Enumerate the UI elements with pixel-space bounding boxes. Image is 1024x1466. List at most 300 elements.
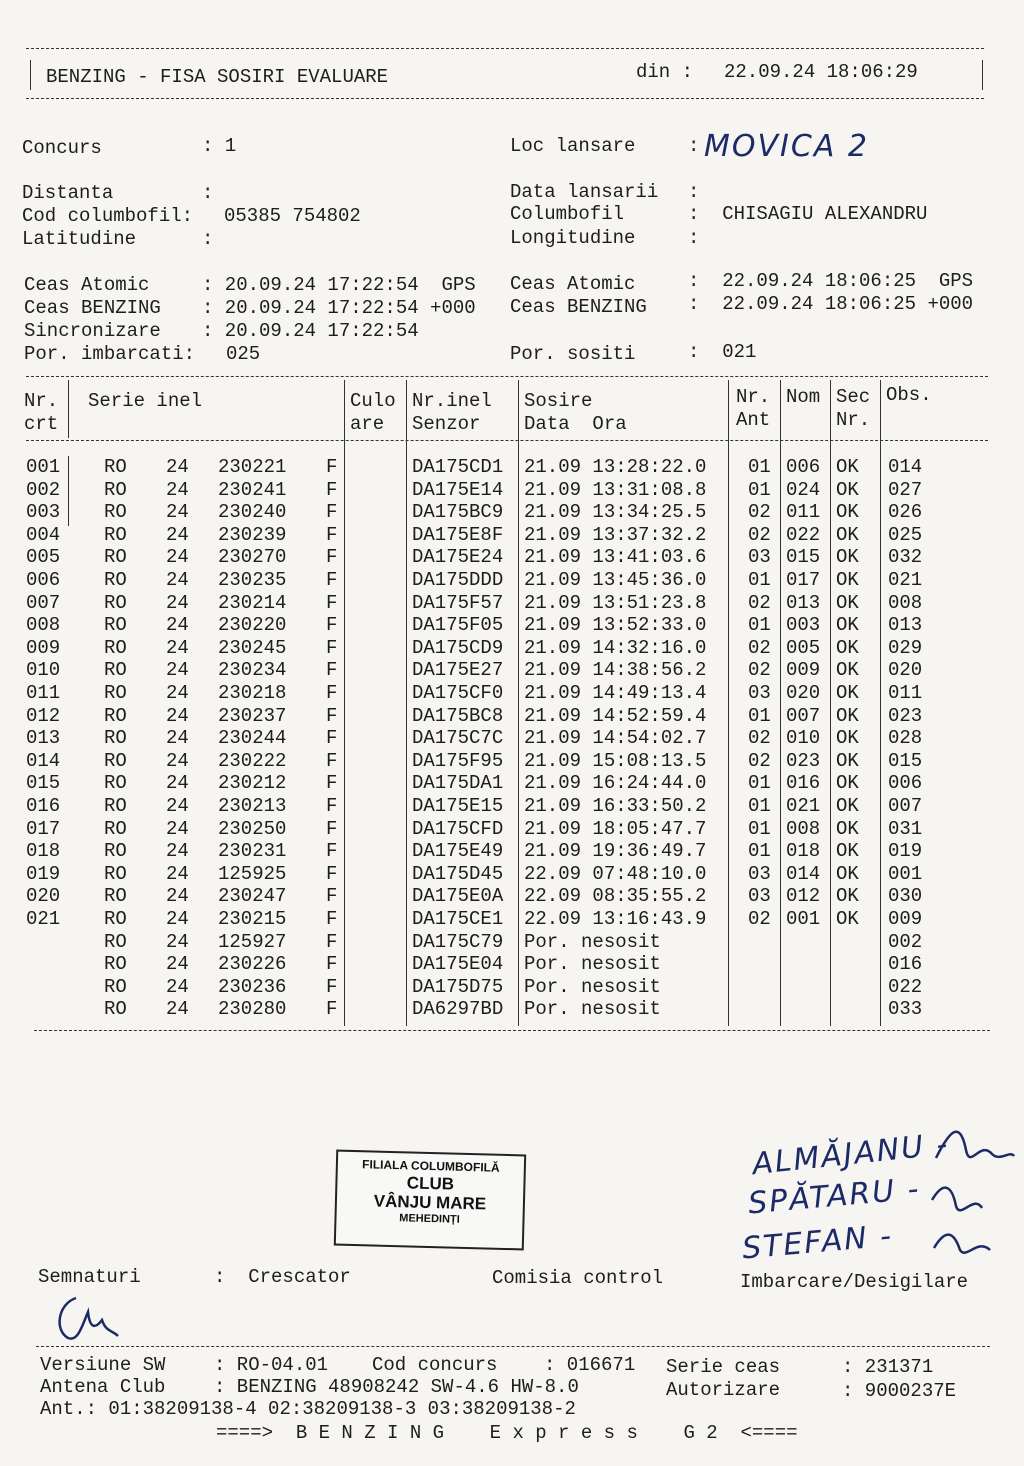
cell-sensor: DA175C7C bbox=[412, 727, 504, 750]
cell-nr-crt: 020 bbox=[26, 885, 61, 908]
cell-nom: 021 bbox=[786, 795, 821, 817]
imbarcati-label: Por. imbarcati: bbox=[24, 343, 196, 365]
cell-ring-number: 230222 bbox=[218, 749, 287, 772]
cell-nr-crt: 013 bbox=[26, 727, 61, 750]
cell-security: OK bbox=[836, 840, 859, 863]
cell-sex: F bbox=[326, 546, 338, 569]
data-lansarii-label: Data lansarii bbox=[510, 181, 659, 203]
th-obs: Obs. bbox=[886, 384, 932, 406]
cell-security: OK bbox=[836, 659, 859, 682]
cell-arrival: 22.09 08:35:55.2 bbox=[524, 885, 707, 908]
th-sosire-2: Data Ora bbox=[524, 413, 627, 435]
serie-ceas-value: : 231371 bbox=[842, 1356, 934, 1378]
cell-country: RO bbox=[104, 795, 127, 817]
cell-security: OK bbox=[836, 862, 859, 885]
data-lansarii-value: : bbox=[688, 181, 700, 203]
cell-obs: 023 bbox=[888, 704, 923, 727]
cell-sensor: DA175CD9 bbox=[412, 636, 504, 659]
cell-nr-crt: 017 bbox=[26, 817, 61, 840]
cell-arrival: Por. nesosit bbox=[524, 975, 661, 998]
cell-year: 24 bbox=[166, 727, 189, 750]
cell-ring-number: 125925 bbox=[218, 862, 287, 885]
cell-country: RO bbox=[104, 569, 127, 591]
cell-arrival: 21.09 14:38:56.2 bbox=[524, 659, 707, 682]
cell-sex: F bbox=[326, 636, 338, 659]
cell-year: 24 bbox=[166, 749, 189, 772]
table-row bbox=[0, 523, 1024, 548]
cell-antenna: 03 bbox=[748, 885, 771, 908]
cell-obs: 016 bbox=[888, 953, 923, 976]
cell-ring-number: 230220 bbox=[218, 614, 287, 637]
cell-nom: 011 bbox=[786, 501, 821, 524]
cell-obs: 006 bbox=[888, 772, 923, 795]
cell-antenna: 01 bbox=[748, 817, 771, 840]
cell-year: 24 bbox=[166, 456, 189, 478]
loc-lansare-label: Loc lansare bbox=[510, 135, 636, 157]
cell-country: RO bbox=[104, 546, 127, 569]
cell-obs: 027 bbox=[888, 478, 923, 501]
cell-nom: 023 bbox=[786, 749, 821, 772]
cell-arrival: 21.09 14:52:59.4 bbox=[524, 704, 707, 727]
th-nr-crt-1: Nr. bbox=[24, 390, 59, 412]
cell-arrival: Por. nesosit bbox=[524, 998, 661, 1021]
concurs-value: : 1 bbox=[202, 135, 237, 157]
cell-security: OK bbox=[836, 614, 859, 637]
left-atomic-label: Ceas Atomic bbox=[24, 274, 150, 296]
cell-arrival: Por. nesosit bbox=[524, 930, 661, 953]
cell-year: 24 bbox=[166, 975, 189, 998]
cell-arrival: 21.09 13:34:25.5 bbox=[524, 501, 707, 524]
cell-sensor: DA175BC9 bbox=[412, 501, 504, 524]
cell-antenna: 01 bbox=[748, 478, 771, 501]
cell-nr-crt: 021 bbox=[26, 908, 61, 930]
cell-obs: 030 bbox=[888, 885, 923, 908]
cell-country: RO bbox=[104, 591, 127, 614]
cell-sensor: DA175CF0 bbox=[412, 682, 504, 704]
latitudine-value: : bbox=[202, 228, 214, 250]
sincronizare-value: : 20.09.24 17:22:54 bbox=[202, 320, 419, 342]
cell-antenna: 02 bbox=[748, 636, 771, 659]
cell-ring-number: 230247 bbox=[218, 885, 287, 908]
cell-arrival: 21.09 13:51:23.8 bbox=[524, 591, 707, 614]
cell-arrival: 21.09 13:41:03.6 bbox=[524, 546, 707, 569]
header-bottom-rule bbox=[26, 98, 984, 99]
cell-sex: F bbox=[326, 591, 338, 614]
cell-sex: F bbox=[326, 772, 338, 795]
cell-nr-crt: 011 bbox=[26, 682, 61, 704]
cell-sensor: DA175F57 bbox=[412, 591, 504, 614]
cell-ring-number: 230245 bbox=[218, 636, 287, 659]
date-label: din : bbox=[636, 61, 694, 83]
stamp-line-1: FILIALA COLUMBOFILĂ bbox=[361, 1157, 500, 1175]
cell-sensor: DA175E24 bbox=[412, 546, 504, 569]
cell-sensor: DA175C79 bbox=[412, 930, 504, 953]
autorizare-label: Autorizare bbox=[666, 1379, 781, 1401]
stamp-line-2: CLUB bbox=[406, 1173, 455, 1194]
cell-ring-number: 230221 bbox=[218, 456, 287, 478]
cell-sensor: DA175E8F bbox=[412, 523, 504, 546]
th-culoare-2: are bbox=[350, 413, 385, 435]
th-sec-1: Sec bbox=[836, 386, 871, 408]
cell-year: 24 bbox=[166, 772, 189, 795]
cell-antenna: 03 bbox=[748, 682, 771, 704]
handwritten-name-2: SPĂTARU - bbox=[746, 1171, 922, 1222]
right-atomic-value: : 22.09.24 18:06:25 GPS bbox=[688, 270, 974, 292]
cell-ring-number: 230250 bbox=[218, 817, 287, 840]
loc-lansare-value: MOVICA 2 bbox=[704, 129, 869, 164]
cell-nr-crt: 014 bbox=[26, 749, 61, 772]
cell-obs: 022 bbox=[888, 975, 923, 998]
cell-nom: 008 bbox=[786, 817, 821, 840]
cell-nom: 018 bbox=[786, 840, 821, 863]
handwritten-initials-icon bbox=[930, 1110, 1020, 1260]
cell-ring-number: 230235 bbox=[218, 569, 287, 591]
comisia-label: Comisia control bbox=[492, 1267, 664, 1289]
table-row bbox=[0, 817, 1024, 842]
cell-obs: 009 bbox=[888, 908, 923, 930]
cell-sex: F bbox=[326, 569, 338, 591]
autorizare-value: : 9000237E bbox=[842, 1380, 957, 1402]
cell-year: 24 bbox=[166, 659, 189, 682]
cell-country: RO bbox=[104, 885, 127, 908]
cell-obs: 025 bbox=[888, 523, 923, 546]
cell-year: 24 bbox=[166, 862, 189, 885]
cell-obs: 013 bbox=[888, 614, 923, 637]
cell-ring-number: 125927 bbox=[218, 930, 287, 953]
cell-antenna: 02 bbox=[748, 501, 771, 524]
cell-year: 24 bbox=[166, 704, 189, 727]
cell-year: 24 bbox=[166, 569, 189, 591]
handwritten-name-1: ALMĂJANU - bbox=[750, 1126, 952, 1183]
cell-ring-number: 230270 bbox=[218, 546, 287, 569]
cell-ring-number: 230212 bbox=[218, 772, 287, 795]
cell-nr-crt: 001 bbox=[26, 456, 61, 478]
cell-sex: F bbox=[326, 862, 338, 885]
cell-sensor: DA175E27 bbox=[412, 659, 504, 682]
cell-obs: 026 bbox=[888, 501, 923, 524]
cell-sex: F bbox=[326, 523, 338, 546]
cell-arrival: 21.09 13:31:08.8 bbox=[524, 478, 707, 501]
th-serie-inel: Serie inel bbox=[88, 390, 203, 412]
cell-ring-number: 230215 bbox=[218, 908, 287, 930]
cell-ring-number: 230280 bbox=[218, 998, 287, 1021]
table-row bbox=[0, 591, 1024, 616]
report-datetime: 22.09.24 18:06:29 bbox=[724, 61, 918, 83]
th-nom: Nom bbox=[786, 386, 821, 408]
cell-obs: 007 bbox=[888, 795, 923, 817]
cell-obs: 032 bbox=[888, 546, 923, 569]
brand-line: ====> B E N Z I N G E x p r e s s G 2 <==== bbox=[216, 1422, 798, 1444]
cell-obs: 015 bbox=[888, 749, 923, 772]
cell-sensor: DA175BC8 bbox=[412, 704, 504, 727]
th-nr-ant-1: Nr. bbox=[736, 386, 771, 408]
cod-columbofil-value: 05385 754802 bbox=[224, 205, 361, 227]
right-benzing-label: Ceas BENZING bbox=[510, 296, 647, 318]
table-row bbox=[0, 930, 1024, 955]
table-bottom-rule bbox=[34, 1030, 990, 1031]
columbofil-label: Columbofil bbox=[510, 203, 625, 225]
cell-ring-number: 230234 bbox=[218, 659, 287, 682]
cell-nom: 009 bbox=[786, 659, 821, 682]
cell-security: OK bbox=[836, 704, 859, 727]
table-row bbox=[0, 842, 1024, 864]
th-nr-ant-2: Ant bbox=[736, 409, 771, 431]
serie-ceas-label: Serie ceas bbox=[666, 1356, 781, 1378]
cell-antenna: 01 bbox=[748, 704, 771, 727]
cell-sex: F bbox=[326, 704, 338, 727]
cell-year: 24 bbox=[166, 795, 189, 817]
cell-ring-number: 230226 bbox=[218, 953, 287, 976]
cell-nr-crt: 012 bbox=[26, 704, 61, 727]
th-nr-inel-2: Senzor bbox=[412, 413, 481, 435]
right-benzing-value: : 22.09.24 18:06:25 +000 bbox=[688, 293, 974, 315]
concurs-label: Concurs bbox=[22, 137, 102, 159]
cell-year: 24 bbox=[166, 840, 189, 863]
cell-ring-number: 230237 bbox=[218, 704, 287, 727]
cell-antenna: 02 bbox=[748, 591, 771, 614]
cell-security: OK bbox=[836, 908, 859, 930]
cell-antenna: 01 bbox=[748, 569, 771, 591]
cell-sex: F bbox=[326, 908, 338, 930]
th-sec-2: Nr. bbox=[836, 409, 871, 431]
cell-arrival: 21.09 16:33:50.2 bbox=[524, 795, 707, 817]
cell-arrival: 21.09 18:05:47.7 bbox=[524, 817, 707, 840]
cell-year: 24 bbox=[166, 501, 189, 524]
cell-ring-number: 230213 bbox=[218, 795, 287, 817]
cell-arrival: 21.09 13:45:36.0 bbox=[524, 569, 707, 591]
cell-antenna: 01 bbox=[748, 840, 771, 863]
cell-antenna: 02 bbox=[748, 908, 771, 930]
cell-ring-number: 230239 bbox=[218, 523, 287, 546]
cell-security: OK bbox=[836, 569, 859, 591]
cell-year: 24 bbox=[166, 885, 189, 908]
cell-nom: 015 bbox=[786, 546, 821, 569]
cell-arrival: 21.09 13:52:33.0 bbox=[524, 614, 707, 637]
cell-country: RO bbox=[104, 659, 127, 682]
th-nr-inel-1: Nr.inel bbox=[412, 390, 492, 412]
cell-nr-crt: 019 bbox=[26, 862, 61, 885]
cell-obs: 020 bbox=[888, 659, 923, 682]
cell-country: RO bbox=[104, 478, 127, 501]
table-row bbox=[0, 749, 1024, 774]
distanta-value: : bbox=[202, 182, 214, 204]
cell-security: OK bbox=[836, 749, 859, 772]
table-row bbox=[0, 975, 1024, 1000]
cell-security: OK bbox=[836, 772, 859, 795]
cell-nr-crt: 005 bbox=[26, 546, 61, 569]
imbarcati-value: 025 bbox=[226, 343, 261, 365]
cell-security: OK bbox=[836, 478, 859, 501]
cell-obs: 011 bbox=[888, 682, 923, 704]
cell-nom: 020 bbox=[786, 682, 821, 704]
cell-obs: 031 bbox=[888, 817, 923, 840]
cell-antenna: 01 bbox=[748, 456, 771, 478]
handwritten-name-3: STEFAN - bbox=[740, 1218, 895, 1267]
cell-sex: F bbox=[326, 998, 338, 1021]
cell-sensor: DA175D45 bbox=[412, 862, 504, 885]
cell-security: OK bbox=[836, 682, 859, 704]
cell-ring-number: 230244 bbox=[218, 727, 287, 750]
longitudine-value: : bbox=[688, 227, 700, 249]
cell-sex: F bbox=[326, 727, 338, 750]
cell-obs: 014 bbox=[888, 456, 923, 478]
cell-obs: 028 bbox=[888, 727, 923, 750]
cell-sensor: DA175D75 bbox=[412, 975, 504, 998]
cell-country: RO bbox=[104, 456, 127, 478]
cell-nom: 006 bbox=[786, 456, 821, 478]
cell-security: OK bbox=[836, 817, 859, 840]
cell-ring-number: 230236 bbox=[218, 975, 287, 998]
cell-year: 24 bbox=[166, 998, 189, 1021]
cell-nom: 017 bbox=[786, 569, 821, 591]
table-top-rule bbox=[26, 376, 988, 377]
cell-nr-crt: 003 bbox=[26, 501, 61, 524]
th-nr-crt-2: crt bbox=[24, 413, 59, 435]
cell-sensor: DA6297BD bbox=[412, 998, 504, 1021]
header-top-rule bbox=[26, 48, 984, 49]
cell-sensor: DA175E49 bbox=[412, 840, 504, 863]
cell-nom: 013 bbox=[786, 591, 821, 614]
distanta-label: Distanta bbox=[22, 182, 114, 204]
cell-obs: 002 bbox=[888, 930, 923, 953]
cell-nom: 024 bbox=[786, 478, 821, 501]
cell-sensor: DA175F95 bbox=[412, 749, 504, 772]
cell-antenna: 02 bbox=[748, 659, 771, 682]
cell-ring-number: 230241 bbox=[218, 478, 287, 501]
cell-arrival: 21.09 19:36:49.7 bbox=[524, 840, 707, 863]
antenna-serials: Ant.: 01:38209138-4 02:38209138-3 03:38209138-2 bbox=[40, 1398, 576, 1420]
cell-nr-crt: 015 bbox=[26, 772, 61, 795]
cell-year: 24 bbox=[166, 953, 189, 976]
cell-country: RO bbox=[104, 636, 127, 659]
cell-sex: F bbox=[326, 975, 338, 998]
sincronizare-label: Sincronizare bbox=[24, 320, 161, 342]
cell-security: OK bbox=[836, 546, 859, 569]
cell-ring-number: 230231 bbox=[218, 840, 287, 863]
cell-antenna: 03 bbox=[748, 546, 771, 569]
cell-year: 24 bbox=[166, 636, 189, 659]
cell-year: 24 bbox=[166, 591, 189, 614]
th-culoare-1: Culo bbox=[350, 390, 396, 412]
cell-arrival: 22.09 13:16:43.9 bbox=[524, 908, 707, 930]
cell-antenna: 02 bbox=[748, 523, 771, 546]
table-row bbox=[0, 797, 1024, 819]
cell-arrival: 21.09 16:24:44.0 bbox=[524, 772, 707, 795]
cell-nr-crt: 006 bbox=[26, 569, 61, 591]
cell-sensor: DA175CE1 bbox=[412, 908, 504, 930]
loc-lansare-colon: : bbox=[688, 135, 700, 157]
cell-nr-crt: 010 bbox=[26, 659, 61, 682]
cell-nr-crt: 008 bbox=[26, 614, 61, 637]
table-row bbox=[0, 955, 1024, 977]
cell-nom: 003 bbox=[786, 614, 821, 637]
cell-nr-crt: 002 bbox=[26, 478, 61, 501]
cell-sex: F bbox=[326, 501, 338, 524]
cell-security: OK bbox=[836, 795, 859, 817]
cell-year: 24 bbox=[166, 817, 189, 840]
cell-country: RO bbox=[104, 975, 127, 998]
cell-nom: 012 bbox=[786, 885, 821, 908]
cell-security: OK bbox=[836, 523, 859, 546]
cell-sex: F bbox=[326, 953, 338, 976]
cell-country: RO bbox=[104, 727, 127, 750]
table-row bbox=[0, 862, 1024, 887]
sositi-label: Por. sositi bbox=[510, 343, 636, 365]
antena-value: : BENZING 48908242 SW-4.6 HW-8.0 bbox=[214, 1376, 579, 1398]
left-benzing-value: : 20.09.24 17:22:54 +000 bbox=[202, 297, 476, 319]
table-row bbox=[0, 503, 1024, 525]
cell-country: RO bbox=[104, 840, 127, 863]
cell-security: OK bbox=[836, 501, 859, 524]
table-row bbox=[0, 571, 1024, 593]
footer-top-rule bbox=[36, 1346, 990, 1347]
cell-antenna: 02 bbox=[748, 749, 771, 772]
right-atomic-label: Ceas Atomic bbox=[510, 273, 636, 295]
cell-year: 24 bbox=[166, 930, 189, 953]
table-row bbox=[0, 478, 1024, 503]
cell-nom: 005 bbox=[786, 636, 821, 659]
cell-sex: F bbox=[326, 930, 338, 953]
cell-country: RO bbox=[104, 749, 127, 772]
versiune-label: Versiune SW bbox=[40, 1354, 166, 1376]
cell-security: OK bbox=[836, 591, 859, 614]
cell-year: 24 bbox=[166, 682, 189, 704]
th-sosire-1: Sosire bbox=[524, 390, 593, 412]
cell-country: RO bbox=[104, 614, 127, 637]
left-benzing-label: Ceas BENZING bbox=[24, 297, 161, 319]
cell-country: RO bbox=[104, 908, 127, 930]
header-right-border bbox=[982, 60, 983, 90]
club-stamp bbox=[334, 1150, 526, 1251]
imbarcare-label: Imbarcare/Desigilare bbox=[740, 1271, 969, 1293]
cell-nr-crt: 007 bbox=[26, 591, 61, 614]
cell-country: RO bbox=[104, 817, 127, 840]
cell-country: RO bbox=[104, 501, 127, 524]
table-row bbox=[0, 729, 1024, 751]
cell-security: OK bbox=[836, 885, 859, 908]
cell-country: RO bbox=[104, 930, 127, 953]
cell-ring-number: 230218 bbox=[218, 682, 287, 704]
cell-nr-crt: 009 bbox=[26, 636, 61, 659]
cell-sex: F bbox=[326, 817, 338, 840]
cell-obs: 019 bbox=[888, 840, 923, 863]
cell-country: RO bbox=[104, 953, 127, 976]
cell-country: RO bbox=[104, 682, 127, 704]
cell-antenna: 03 bbox=[748, 862, 771, 885]
cell-antenna: 02 bbox=[748, 727, 771, 750]
cell-country: RO bbox=[104, 998, 127, 1021]
cell-sensor: DA175DA1 bbox=[412, 772, 504, 795]
cell-obs: 033 bbox=[888, 998, 923, 1021]
cell-country: RO bbox=[104, 523, 127, 546]
cell-arrival: Por. nesosit bbox=[524, 953, 661, 976]
stamp-line-3: VÂNJU MARE bbox=[373, 1191, 487, 1214]
cell-arrival: 21.09 13:37:32.2 bbox=[524, 523, 707, 546]
cell-year: 24 bbox=[166, 546, 189, 569]
longitudine-label: Longitudine bbox=[510, 227, 636, 249]
cell-sex: F bbox=[326, 659, 338, 682]
cell-sensor: DA175DDD bbox=[412, 569, 504, 591]
cell-antenna: 01 bbox=[748, 795, 771, 817]
cell-nom: 010 bbox=[786, 727, 821, 750]
cell-year: 24 bbox=[166, 478, 189, 501]
cell-nr-crt: 018 bbox=[26, 840, 61, 863]
cell-arrival: 21.09 15:08:13.5 bbox=[524, 749, 707, 772]
cell-sex: F bbox=[326, 478, 338, 501]
table-row bbox=[0, 774, 1024, 796]
cell-antenna: 01 bbox=[748, 772, 771, 795]
cell-obs: 001 bbox=[888, 862, 923, 885]
